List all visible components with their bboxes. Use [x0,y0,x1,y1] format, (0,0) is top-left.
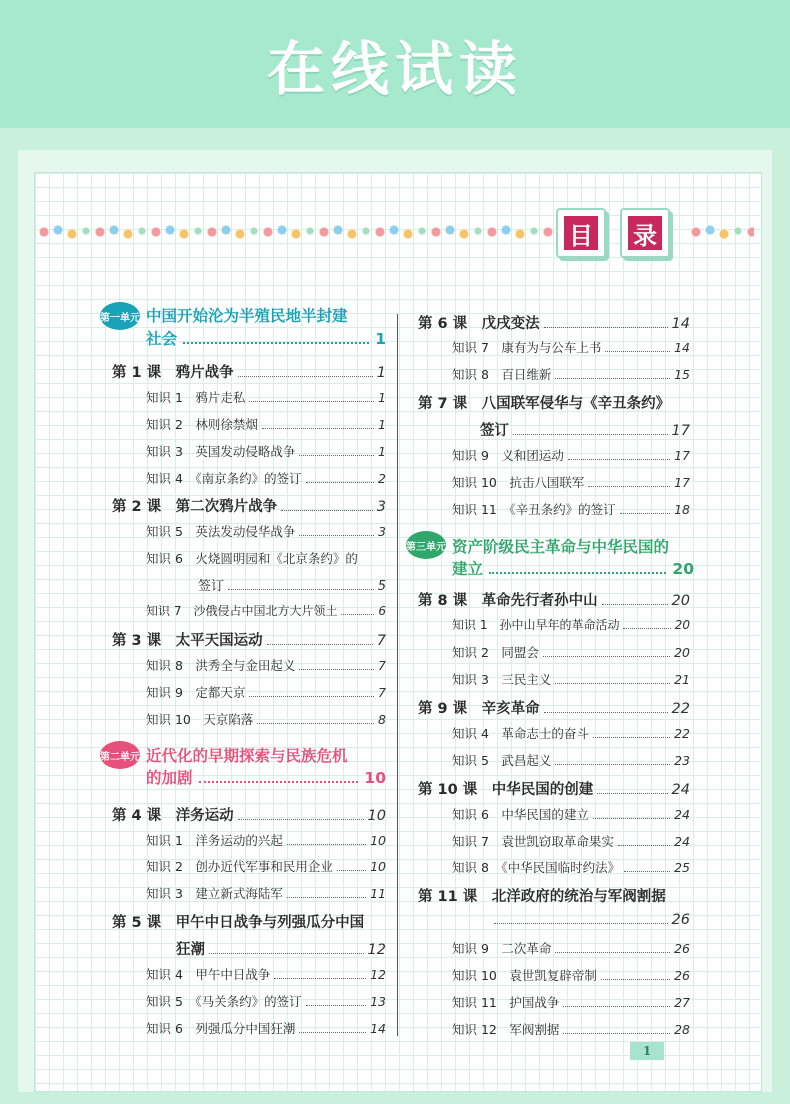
leader-dots [544,318,668,328]
leader-dots [183,333,369,344]
leader-dots [267,635,373,645]
toc-entry[interactable] [146,884,386,902]
entry-title: 知识 4 《南京条约》的签订 [146,471,302,486]
leader-dots [555,676,670,685]
entry-title: 狂潮 [176,942,205,958]
entry-title: 知识 9 二次革命 [452,941,552,956]
leader-dots [249,689,374,698]
leader-dots [563,999,670,1008]
leader-dots [299,662,374,671]
entry-page: 14 [674,340,690,355]
entry-title: 知识 2 林则徐禁烟 [146,417,258,432]
entry-title: 知识 7 沙俄侵占中国北方大片领土 [146,604,338,618]
entry-page: 22 [674,726,690,741]
leader-dots [287,837,366,846]
decorative-garland-right [690,222,754,244]
entry-page: 17 [674,448,690,463]
entry-title: 知识 2 同盟会 [452,645,539,660]
leader-dots [228,581,374,590]
leader-dots [544,703,668,713]
entry-title: 知识 9 义和团运动 [452,448,564,463]
leader-dots [593,730,670,739]
entry-page: 26 [671,912,690,928]
toc-entry[interactable] [452,338,690,356]
unit-title-1: 中国开始沦为半殖民地半封建 [146,307,348,325]
toc-entry[interactable] [452,858,690,876]
entry-title: 知识 6 中华民国的建立 [452,807,589,822]
entry-title: 知识 8 洪秀全与金田起义 [146,658,296,673]
leader-dots [555,371,670,380]
entry-title: 知识 3 建立新式海陆军 [146,886,283,901]
entry-page: 8 [378,712,386,727]
entry-title: 第 5 课 甲午中日战争与列强瓜分中国 [112,915,365,931]
entry-page: 3 [378,524,386,539]
leader-dots [299,1025,366,1034]
toc-entry[interactable] [146,442,386,460]
toc-entry[interactable] [452,939,690,957]
entry-page: 2 [378,471,386,486]
toc-entry[interactable] [146,415,386,433]
leader-dots [489,563,666,574]
toc-entry[interactable] [146,469,386,487]
entry-title: 第 11 课 北洋政府的统治与军阀割据 [418,889,666,905]
entry-page: 23 [674,753,690,768]
entry-title: 第 9 课 辛亥革命 [418,701,540,717]
entry-title: 第 6 课 戊戌变法 [418,316,540,332]
toc-entry[interactable] [112,629,386,650]
entry-title: 知识 10 袁世凯复辟帝制 [452,968,597,983]
entry-page: 17 [671,423,690,439]
unit-title-2-cont: 的加剧 [146,769,193,787]
toc-entry[interactable] [146,522,386,540]
leader-dots [624,864,670,873]
leader-dots [299,448,374,457]
toc-entry-continued[interactable] [490,912,690,928]
toc-entry[interactable] [452,616,690,633]
entry-title: 第 1 课 鸦片战争 [112,365,234,381]
toc-entry[interactable] [418,778,690,799]
entry-title: 知识 8 《中华民国临时约法》 [452,860,621,875]
toc-entry-continued[interactable] [480,419,690,440]
leader-dots [555,945,670,954]
toc-entry[interactable] [146,1019,386,1037]
column-divider [397,314,398,1036]
entry-page: 12 [370,967,386,982]
entry-page: 5 [377,579,386,594]
leader-dots [593,811,670,820]
entry-title: 知识 6 火烧圆明园和《北京条约》的 [146,551,358,566]
toc-entry-continued[interactable] [176,938,386,959]
entry-title: 知识 6 列强瓜分中国狂潮 [146,1021,296,1036]
unit-title-1-line2 [146,327,386,349]
leader-dots [588,479,670,488]
entry-page: 10 [370,859,386,874]
leader-dots [249,394,374,403]
entry-title: 知识 7 袁世凯窃取革命果实 [452,834,614,849]
leader-dots [262,421,374,430]
toc-entry[interactable] [112,804,386,825]
entry-page: 11 [370,886,386,901]
entry-page: 1 [376,365,386,381]
entry-title: 知识 3 三民主义 [452,672,552,687]
toc-entry[interactable] [452,500,690,518]
page-number: 1 [630,1042,664,1060]
toc-entry[interactable] [146,683,386,701]
leader-dots [306,998,366,1007]
unit-badge-3: 第三单元 [406,531,446,559]
entry-page: 25 [674,860,690,875]
entry-page: 17 [674,475,690,490]
entry-title: 知识 12 军阀割据 [452,1022,560,1037]
entry-title: 第 7 课 八国联军侵华与《辛丑条约》 [418,396,671,412]
leader-dots [620,506,670,515]
leader-dots [623,621,670,629]
entry-page: 12 [367,942,386,958]
entry-page: 10 [370,833,386,848]
leader-dots [238,810,364,820]
entry-page: 27 [674,995,690,1010]
toc-entry[interactable] [146,388,386,406]
entry-page: 20 [671,593,690,609]
header-banner [0,0,790,128]
entry-page: 20 [674,618,690,632]
toc-entry[interactable] [418,312,690,333]
entry-page: 14 [671,316,690,332]
entry-title: 第 10 课 中华民国的创建 [418,782,594,798]
toc-entry[interactable] [146,710,386,728]
leader-dots [299,528,374,537]
toc-entry[interactable] [146,831,386,849]
leader-dots [513,425,668,435]
unit-page-2: 10 [364,769,386,787]
toc-entry[interactable] [146,857,386,875]
unit-title-1-cont: 社会 [146,330,178,348]
entry-page: 7 [378,658,386,673]
toc-entry[interactable] [452,446,690,464]
toc-entry[interactable] [452,1020,690,1038]
toc-entry[interactable] [112,495,386,516]
toc-entry[interactable] [146,965,386,983]
toc-entry[interactable] [452,473,690,491]
unit-title-3: 资产阶级民主革命与中华民国的 [452,538,670,556]
leader-dots [602,595,668,605]
leader-dots [494,914,668,924]
entry-title: 第 2 课 第二次鸦片战争 [112,499,278,515]
leader-dots [341,607,374,615]
leader-dots [257,716,374,725]
leader-dots [238,367,373,377]
entry-page: 22 [671,701,690,717]
unit-title-3-line2 [452,557,694,579]
entry-title: 知识 1 鸦片走私 [146,390,246,405]
entry-title: 知识 10 抗击八国联军 [452,475,585,490]
entry-page: 7 [378,685,386,700]
entry-page: 24 [671,782,690,798]
toc-entry[interactable] [112,911,386,932]
toc-entry[interactable] [452,751,690,769]
entry-page: 6 [378,604,386,618]
entry-title: 知识 10 天京陷落 [146,712,254,727]
entry-title: 知识 8 百日维新 [452,367,552,382]
entry-title: 知识 5 英法发动侵华战争 [146,524,296,539]
leader-dots [209,944,364,954]
entry-page: 13 [370,994,386,1009]
decorative-garland [38,222,553,244]
entry-title: 第 3 课 太平天国运动 [112,633,263,649]
leader-dots [274,971,366,980]
unit-title-3-cont: 建立 [452,560,484,578]
entry-page: 26 [674,941,690,956]
leader-dots [601,972,670,981]
toc-entry[interactable] [146,656,386,674]
entry-title: 知识 5 《马关条约》的签订 [146,994,302,1009]
toc-entry[interactable] [418,392,690,413]
toc-entry[interactable] [452,993,690,1011]
leader-dots [605,344,670,353]
entry-title: 知识 9 定都天京 [146,685,246,700]
entry-page: 10 [367,808,386,824]
entry-title: 知识 3 英国发动侵略战争 [146,444,296,459]
entry-page: 14 [370,1021,386,1036]
entry-page: 1 [378,444,386,459]
entry-page: 1 [378,417,386,432]
toc-entry[interactable] [418,589,690,610]
entry-title: 知识 1 洋务运动的兴起 [146,833,283,848]
toc-entry[interactable] [452,643,690,661]
toc-entry[interactable] [146,992,386,1010]
entry-page: 7 [376,633,386,649]
toc-entry[interactable] [418,885,690,906]
leader-dots [555,757,670,766]
toc-heading-box-2 [620,208,670,258]
entry-page: 3 [376,499,386,515]
entry-title: 第 8 课 革命先行者孙中山 [418,593,598,609]
entry-page: 21 [674,672,690,687]
toc-entry-continued[interactable] [198,575,386,594]
entry-title: 知识 4 甲午中日战争 [146,967,271,982]
toc-entry[interactable] [452,966,690,984]
toc-entry[interactable] [418,697,690,718]
entry-page: 26 [674,968,690,983]
leader-dots [281,501,373,511]
leader-dots [306,475,374,484]
entry-title: 签订 [480,423,509,439]
leader-dots [337,863,366,872]
entry-title: 知识 1 孙中山早年的革命活动 [452,618,620,632]
leader-dots [568,452,670,461]
unit-page-1: 1 [375,330,386,348]
toc-entry[interactable] [146,549,386,567]
entry-page: 28 [674,1022,690,1037]
toc-entry[interactable] [112,361,386,382]
entry-page: 20 [674,645,690,660]
entry-title: 第 4 课 洋务运动 [112,808,234,824]
entry-page: 24 [674,834,690,849]
entry-title: 签订 [198,579,225,594]
toc-heading-char-1: 目 [564,216,598,250]
toc-heading-box-1 [556,208,606,258]
entry-page: 18 [674,502,690,517]
toc-entry[interactable] [452,724,690,742]
entry-title: 知识 5 武昌起义 [452,753,552,768]
toc-entry[interactable] [452,670,690,688]
leader-dots [287,890,366,899]
toc-entry[interactable] [146,602,386,619]
leader-dots [597,784,667,794]
toc-entry[interactable] [452,832,690,850]
entry-title: 知识 11 《辛丑条约》的签订 [452,502,616,517]
entry-title: 知识 4 革命志士的奋斗 [452,726,589,741]
leader-dots [618,838,670,847]
toc-entry[interactable] [452,805,690,823]
unit-badge-1: 第一单元 [100,302,140,330]
leader-dots [199,772,359,783]
entry-page: 24 [674,807,690,822]
toc-heading-char-2: 录 [628,216,662,250]
entry-title: 知识 7 康有为与公车上书 [452,340,602,355]
entry-title: 知识 2 创办近代军事和民用企业 [146,859,333,874]
unit-title-2: 近代化的早期探索与民族危机 [146,747,348,765]
unit-page-3: 20 [672,560,694,578]
leader-dots [563,1026,670,1035]
banner-title: 在线试读 [266,35,523,103]
entry-page: 1 [378,390,386,405]
toc-entry[interactable] [452,365,690,383]
leader-dots [543,649,670,658]
entry-title: 知识 11 护国战争 [452,995,560,1010]
unit-badge-2: 第二单元 [100,741,140,769]
entry-page: 15 [674,367,690,382]
unit-title-2-line2 [146,766,386,788]
